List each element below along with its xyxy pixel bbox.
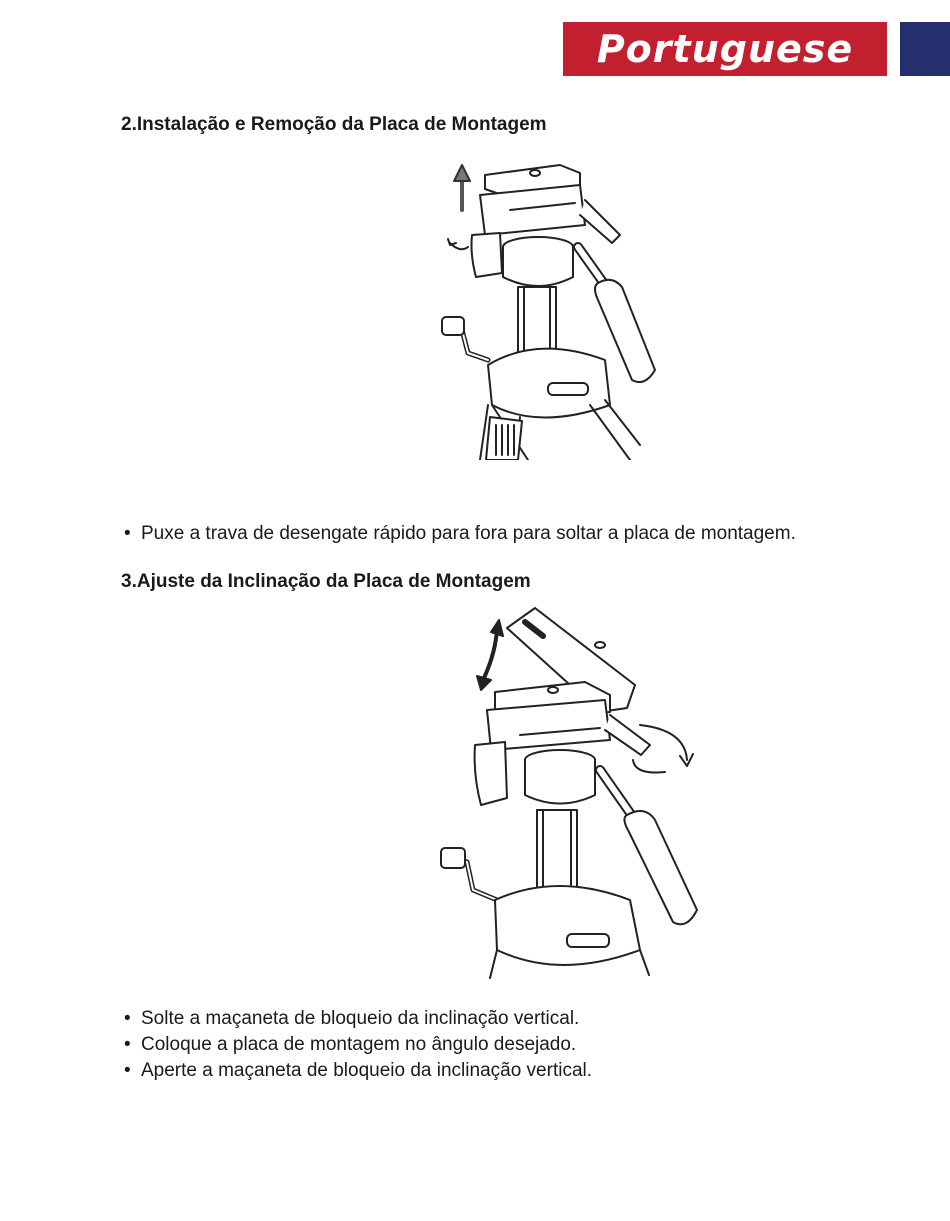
list-item: • Coloque a placa de montagem no ângulo desejado. bbox=[124, 1032, 592, 1058]
language-tab: Portuguese bbox=[563, 22, 887, 76]
list-item: • Puxe a trava de desengate rápido para fora para soltar a placa de montagem. bbox=[124, 521, 796, 547]
section-2-title: 2.Instalação e Remoção da Placa de Montagem bbox=[121, 114, 547, 135]
tripod-head-tilt-icon bbox=[435, 600, 700, 980]
list-item: • Aperte a maçaneta de bloqueio da inclinação vertical. bbox=[124, 1058, 592, 1084]
section-3-title: 3.Ajuste da Inclinação da Placa de Montagem bbox=[121, 571, 531, 592]
page-edge-marker bbox=[900, 22, 950, 76]
tripod-head-quick-release-icon bbox=[440, 155, 665, 460]
list-item: • Solte a maçaneta de bloqueio da inclinação vertical. bbox=[124, 1006, 592, 1032]
